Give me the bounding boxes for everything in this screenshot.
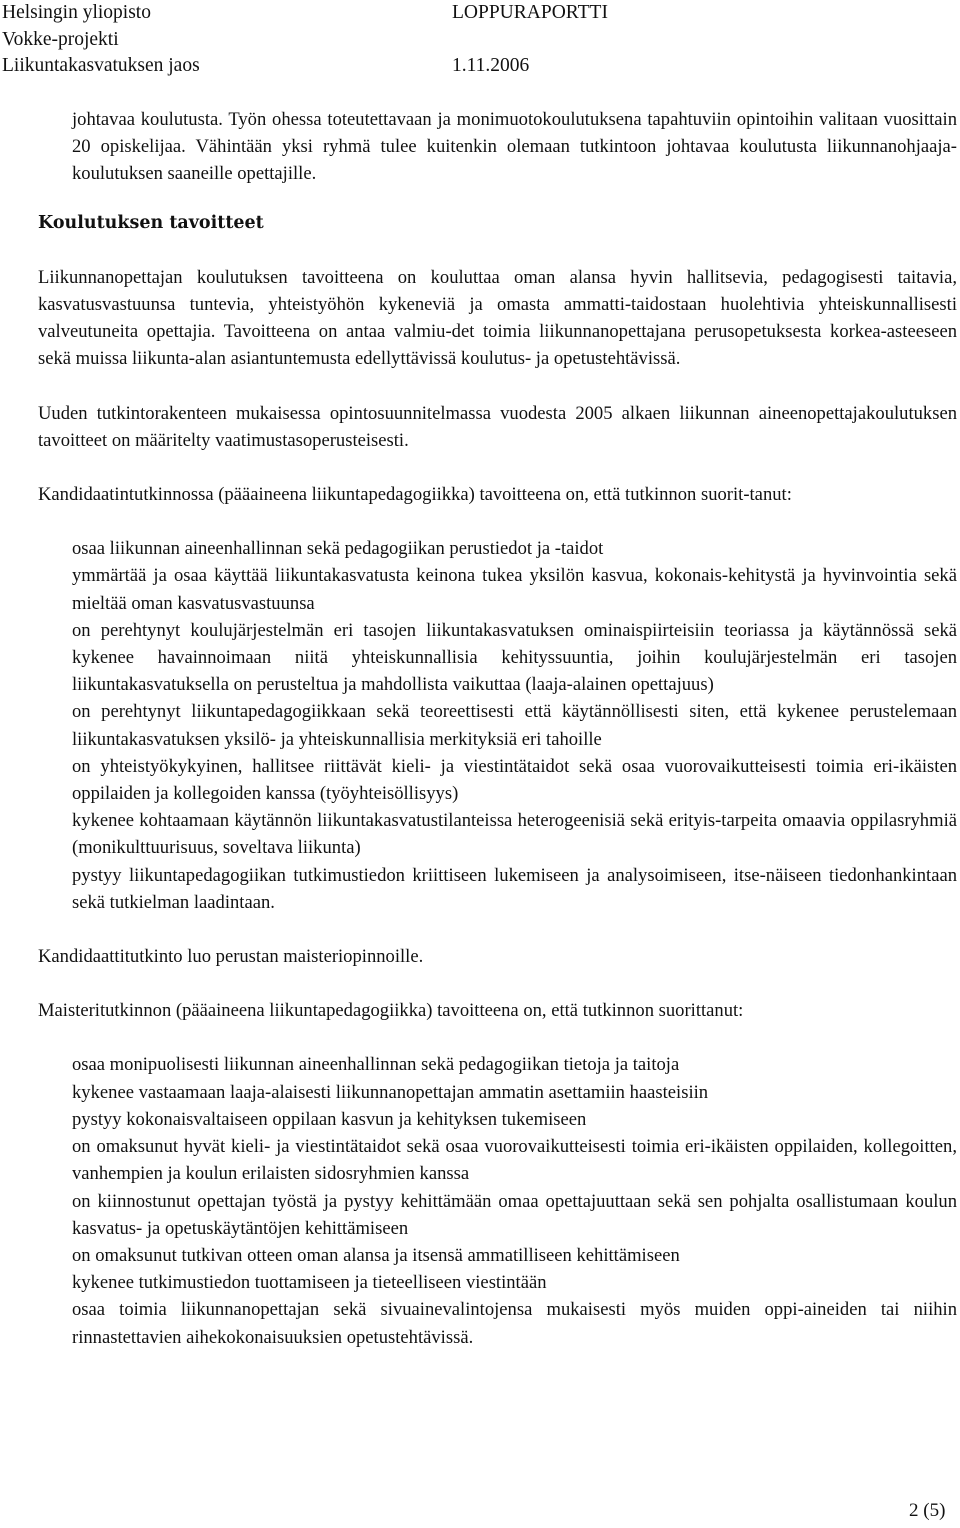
intro-paragraph: johtavaa koulutusta. Työn ohessa toteutettavaan ja monimuotokoulutuksena tapahtuviin opintoihin valitaan vuosittain 20 opiskelijaa. Vähintään yksi ryhmä tulee kuitenkin olemaan tutkintoon johtavaa koulutusta liikunnanohjaaja-koulutuksen saaneille opettajille. (72, 109, 957, 185)
document-type: LOPPURAPORTTI (452, 2, 608, 23)
unit-name: Liikuntakasvatuksen jaos (2, 55, 200, 76)
document-date: 1.11.2006 (452, 55, 530, 76)
document-body (38, 106, 957, 1351)
list-item: osaa toimia liikunnanopettajan sekä sivuainevalintojensa mukaisesti myös muiden oppi-aineiden tai niihin rinnastettavien aihekokonaisuuksien opetustehtävissä. (72, 1299, 957, 1348)
list-item: kykenee tutkimustiedon tuottamiseen ja tieteelliseen viestintään (72, 1272, 547, 1294)
list-item: osaa liikunnan aineenhallinnan sekä pedagogiikan perustiedot ja -taidot (72, 538, 604, 560)
master-goals-list (38, 1051, 957, 1350)
list-item: on yhteistyökykyinen, hallitsee riittävät kieli- ja viestintätaidot sekä osaa vuorovaikutteisesti toimia eri-ikäisten oppilaiden ja kollegoiden kanssa (työyhteisöllisyys) (72, 755, 957, 805)
list-item: ymmärtää ja osaa käyttää liikuntakasvatusta keinona tukea yksilön kasvua, kokonais-kehitystä ja hyvinvointia sekä mieltää oman kasvatusvastuunsa (72, 565, 957, 614)
curriculum-paragraph: Uuden tutkintorakenteen mukaisessa opintosuunnitelmassa vuodesta 2005 alkaen liikunnan aineenopettajakoulutuksen tavoitteet on määritelty vaatimustasoperusteisesti. (38, 402, 957, 451)
list-item: osaa monipuolisesti liikunnan aineenhallinnan sekä pedagogiikan tietoja ja taitoja (72, 1054, 680, 1076)
master-intro: Maisteritutkinnon (pääaineena liikuntapedagogiikka) tavoitteena on, että tutkinnon suorittanut: (38, 1000, 744, 1022)
section-heading: Koulutuksen tavoitteet (38, 212, 264, 233)
header-row-3 (0, 53, 960, 80)
goals-paragraph: Liikunnanopettajan koulutuksen tavoitteena on kouluttaa oman alansa hyvin hallitsevia, pedagogisesti taitavia, kasvatusvastuunsa tuntevia, yhteistyöhön kykeneviä ja omasta ammatti-taidostaan huolehtivia yhteiskunnallisesti valveutuneita opettajia. Tavoitteena on antaa valmiu-det toimia liikunnanopettajana perusopetuksesta korkea-asteeseen sekä muissa liikunta-alan asiantuntemusta edellyttävissä koulutus- ja opetustehtävissä. (38, 266, 957, 370)
page-header (0, 0, 960, 80)
header-row-2 (0, 27, 960, 54)
list-item: on omaksunut hyvät kieli- ja viestintätaidot sekä osaa vuorovaikutteisesti toimia eri-ikäisten oppilaiden, kollegoitten, vanhempien ja koulun erilaisten sidosryhmien kanssa (72, 1136, 957, 1185)
bachelor-closing: Kandidaattitutkinto luo perustan maisteriopinnoille. (38, 946, 424, 968)
list-item: kykenee kohtaamaan käytännön liikuntakasvatustilanteissa heterogeenisiä sekä erityis-tarpeita omaavia oppilasryhmiä (monikulttuurisuus, soveltava liikunta) (72, 810, 957, 859)
list-item: pystyy liikuntapedagogiikan tutkimustiedon kriittiseen lukemiseen ja analysoimiseen, itse-näiseen tiedonhankintaan sekä tutkielman laadintaan. (72, 864, 957, 913)
project-name: Vokke-projekti (2, 28, 119, 50)
bachelor-intro: Kandidaatintutkinnossa (pääaineena liikuntapedagogiikka) tavoitteena on, että tutkinnon suorit-tanut: (38, 484, 792, 506)
bachelor-goals-list (38, 535, 957, 916)
header-row-1 (0, 0, 960, 27)
list-item: on omaksunut tutkivan otteen oman alansa ja itsensä ammatilliseen kehittämiseen (72, 1244, 680, 1266)
list-item: pystyy kokonaisvaltaiseen oppilaan kasvun ja kehityksen tukemiseen (72, 1108, 587, 1130)
page-number: 2 (5) (909, 1500, 946, 1521)
list-item: on kiinnostunut opettajan työstä ja pystyy kehittämään omaa opettajuuttaan sekä sen pohjalta osallistumaan koulun kasvatus- ja opetuskäytäntöjen kehittämiseen (72, 1190, 957, 1239)
university-name: Helsingin yliopisto (2, 2, 151, 23)
list-item: kykenee vastaamaan laaja-alaisesti liikunnanopettajan ammatin asettamiin haasteisiin (72, 1081, 709, 1103)
list-item: on perehtynyt koulujärjestelmän eri tasojen liikuntakasvatuksen ominaispiirteisiin teoriassa ja käytännössä sekä kykenee havainnoimaan niitä yhteiskunnallisia kehityssuuntia, joihin koulujärjestelmän eri tasojen liikuntakasvatuksella on perusteltua ja mahdollista vaikuttaa (laaja-alainen opettajuus) (72, 619, 957, 696)
list-item: on perehtynyt liikuntapedagogiikkaan sekä teoreettisesti että käytännöllisesti siten, että kykenee perustelemaan liikuntakasvatuksen yksilö- ja yhteiskunnallisia merkityksiä eri tahoille (72, 701, 957, 750)
